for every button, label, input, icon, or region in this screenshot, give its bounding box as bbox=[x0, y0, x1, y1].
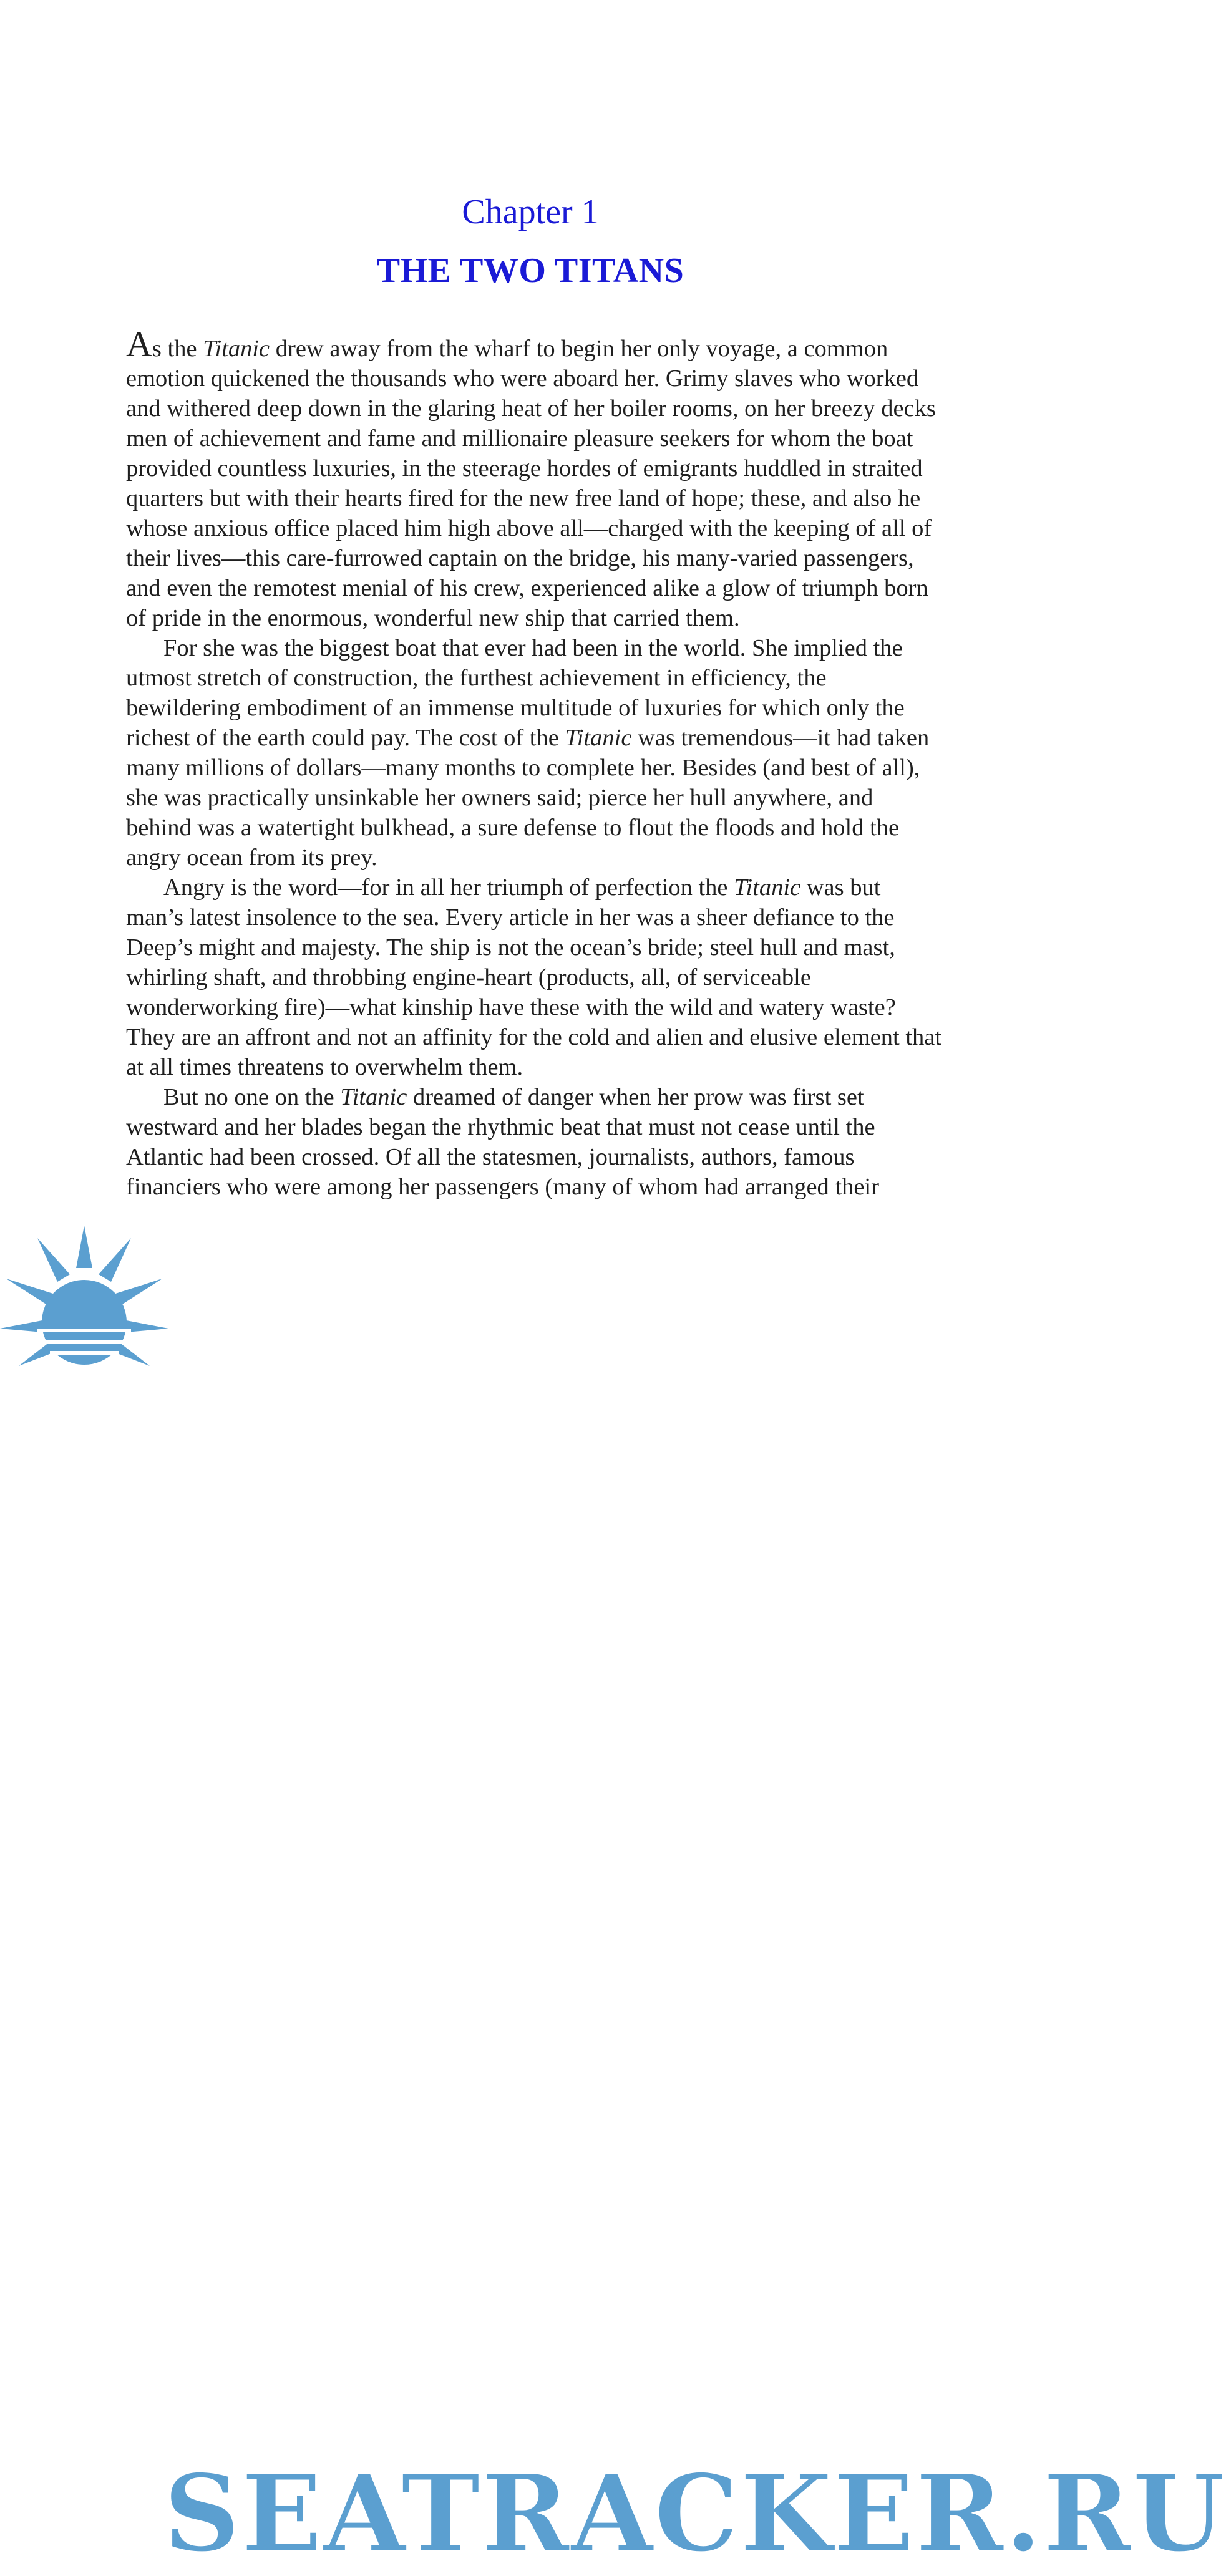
paragraph-text: was but man’s latest insolence to the sea. Every article in her was a sheer defiance to the Deep’s might and majesty. The ship is not the ocean’s bride; steel hull and mast, whirling shaft, and throbbing engine-heart (products, all, of serviceable wonderworking fire)—what kinship have these with the wild and watery waste? They are an affront and not an affinity for the cold and alien and elusive element that at all times threatens to overwhelm them. bbox=[126, 874, 942, 1080]
paragraph-text: Angry is the word—for in all her triumph of perfection the bbox=[163, 874, 734, 901]
drop-cap: A bbox=[126, 324, 152, 364]
paragraph-text: dreamed of danger when her prow was first set westward and her blades began the rhythmic beat that must not cease until the Atlantic had been crossed. Of all the statesmen, journalists, authors, famous financiers who were among her passengers (many of whom had arranged their bbox=[126, 1084, 879, 1200]
paragraph-3 bbox=[126, 873, 943, 1082]
sun-burst-icon bbox=[0, 1219, 168, 1372]
paragraph-2 bbox=[126, 633, 943, 873]
ship-name-italic: Titanic bbox=[340, 1084, 407, 1110]
watermark-text: SEATRACKER.RU bbox=[163, 2451, 1226, 2576]
ship-name-italic: Titanic bbox=[734, 874, 801, 901]
ship-name-italic: Titanic bbox=[203, 336, 270, 362]
chapter-body bbox=[126, 324, 943, 1202]
paragraph-text: But no one on the bbox=[163, 1084, 341, 1110]
ship-name-italic: Titanic bbox=[565, 725, 632, 751]
paragraph-4 bbox=[126, 1082, 943, 1202]
paragraph-text: was tremendous—it had taken many millions of dollars—many months to complete her. Besides (and best of all), she was practically unsinkable her owners said; pierce her hull anywhere, and behind was a watertight bulkhead, a sure defense to flout the floods and hold the angry ocean from its prey. bbox=[126, 725, 930, 871]
paragraph-text: s the bbox=[152, 336, 203, 362]
chapter-title: THE TWO TITANS bbox=[376, 251, 684, 290]
chapter-number: Chapter 1 bbox=[462, 193, 599, 231]
paragraph-text: drew away from the wharf to begin her only voyage, a common emotion quickened the thousands who were aboard her. Grimy slaves who worked and withered deep down in the glaring heat of her boiler rooms, on her breezy decks men of achievement and fame and millionaire pleasure seekers for whom the boat provided countless luxuries, in the steerage hordes of emigrants huddled in straited quarters but with their hearts fired for the new free land of hope; these, and also he whose anxious office placed him high above all—charged with the keeping of all of their lives—this care-furrowed captain on the bridge, his many-varied passengers, and even the remotest menial of his crew, experienced alike a glow of triumph born of pride in the enormous, wonderful new ship that carried them. bbox=[126, 336, 936, 631]
paragraph-text: For she was the biggest boat that ever had been in the world. She implied the utmost stretch of construction, the furthest achievement in efficiency, the bewildering embodiment of an immense multitude of luxuries for which only the richest of the earth could pay. The cost of the bbox=[126, 635, 905, 751]
watermark bbox=[0, 1219, 1226, 2576]
paragraph-1 bbox=[126, 324, 943, 633]
